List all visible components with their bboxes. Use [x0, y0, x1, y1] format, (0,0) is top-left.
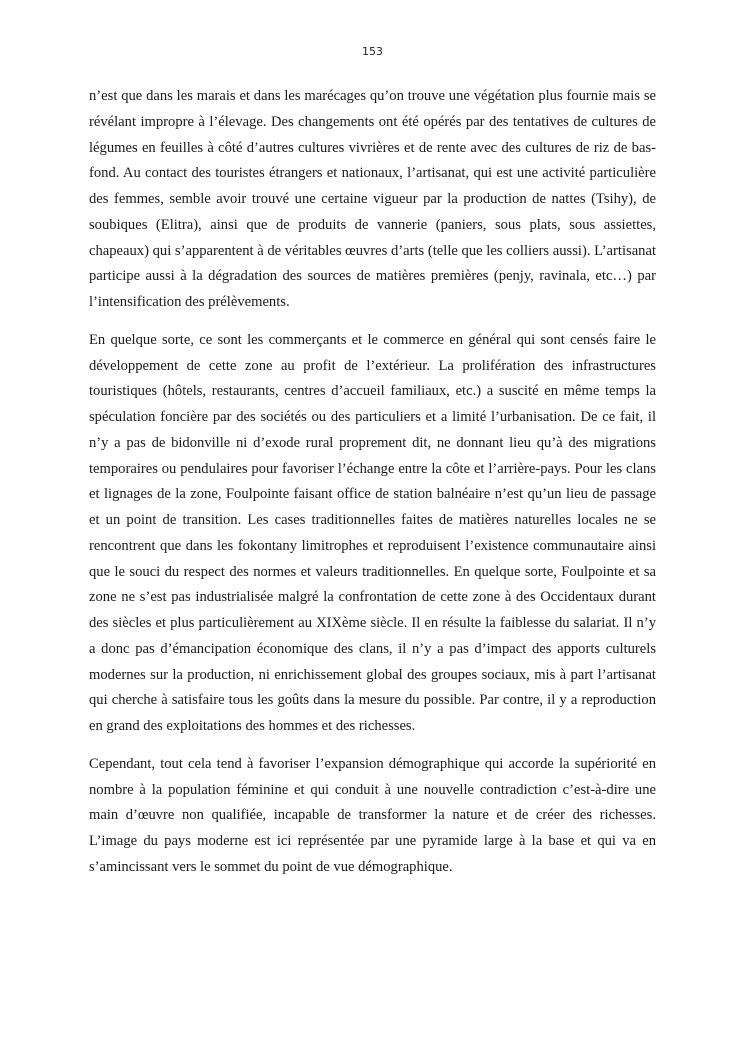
paragraph-3: Cependant, tout cela tend à favoriser l’expansion démographique qui accorde la supériorité en nombre à la population féminine et qui conduit à une nouvelle contradiction c’est-à-dire une main d’œuvre non qualifiée, incapable de transformer la nature et de créer des richesses. L’image du pays moderne est ici représentée par une pyramide large à la base et qui va en s’amincissant vers le sommet du point de vue démographique.: [89, 755, 656, 875]
paragraph-2: En quelque sorte, ce sont les commerçants et le commerce en général qui sont censés faire le développement de cette zone au profit de l’extérieur. La prolifération des infrastructures touristiques (hôtels, restaurants, centres d’accueil familiaux, etc.) a suscité en même temps la spéculation foncière par des sociétés ou des particuliers et a limité l’urbanisation. De ce fait, il n’y a pas de bidonville ni d’exode rural proprement dit, ne donnant lieu qu’à des migrations temporaires ou pendulaires pour favoriser l’échange entre la côte et l’arrière-pays. Pour les clans et lignages de la zone, Foulpointe faisant office de station balnéaire n’est qu’un lieu de passage et un point de transition. Les cases traditionnelles faites de matières naturelles locales ne se rencontrent que dans les fokontany limitrophes et reproduisent l’existence communautaire ainsi que le souci du respect des normes et valeurs traditionnelles. En quelque sorte, Foulpointe et sa zone ne s’est pas industrialisée malgré la confrontation de cette zone à des Occidentaux durant des siècles et plus particulièrement au XIXème siècle. Il en résulte la faiblesse du salariat. Il n’y a donc pas d’émancipation économique des clans, il n’y a pas d’impact des apports culturels modernes sur la production, ni enrichissement global des groupes sociaux, mis à part l’artisanat qui cherche à satisfaire tous les goûts dans la mesure du possible. Par contre, il y a reproduction en grand des exploitations des hommes et des richesses.: [89, 331, 656, 734]
paragraph-1: n’est que dans les marais et dans les marécages qu’on trouve une végétation plus fournie mais se révélant impropre à l’élevage. Des changements ont été opérés par des tentatives de cultures de légumes en feuilles à côté d’autres cultures vivrières et de rente avec des cultures de riz de bas-fond. Au contact des touristes étrangers et nationaux, l’artisanat, qui est une activité particulière des femmes, semble avoir trouvé une certaine vigueur par la production de nattes (Tsihy), de soubiques (Elitra), ainsi que de produits de vannerie (paniers, sous plats, sous assiettes, chapeaux) qui s’apparentent à de véritables œuvres d’arts (telle que les colliers aussi). L’artisanat participe aussi à la dégradation des sources de matières premières (penjy, ravinala, etc…) par l’intensification des prélèvements.: [89, 88, 656, 310]
body-text: [89, 84, 656, 893]
page-number: 153: [362, 45, 383, 58]
